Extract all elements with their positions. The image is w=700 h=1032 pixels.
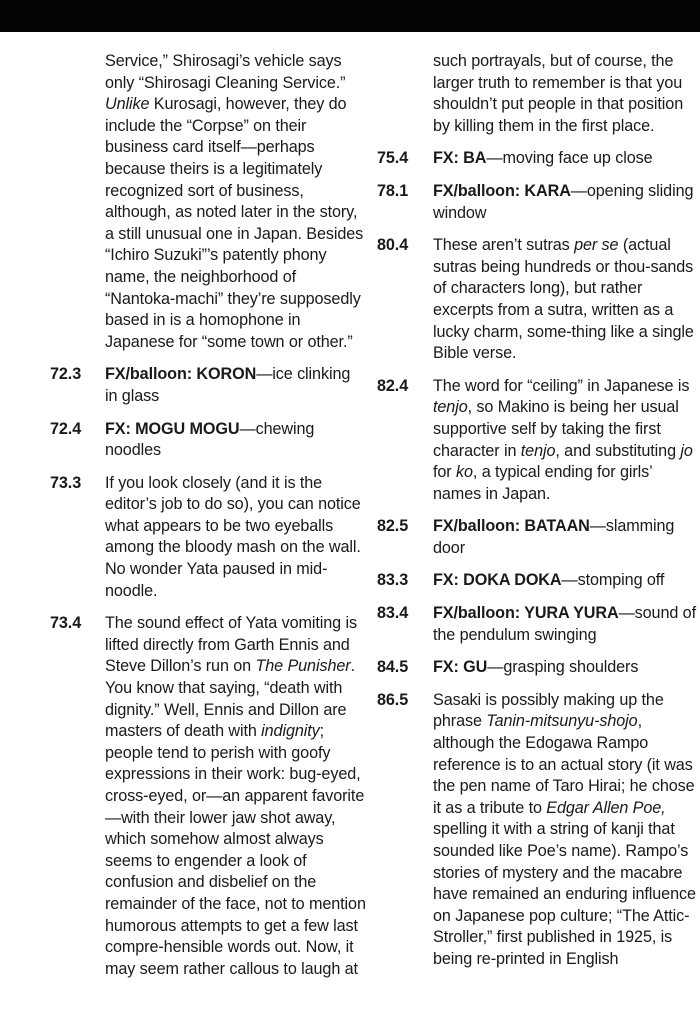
left-continuation-text [105,51,370,353]
sound-effect-description: —chewing noodles [105,419,315,460]
italic-text: jo [680,441,693,460]
italic-text: indignity [261,722,320,741]
text-run: , and substituting [555,441,681,460]
text-run: The sound effect of Yata vomiting is lifted directly from Garth Ennis and Steve Dillon’s run on [105,614,357,676]
sound-effect-label: FX/balloon: KORON [105,365,257,384]
note-entry [365,516,700,559]
text-run: These aren’t sutras [433,236,575,255]
italic-text: Unlike [105,95,150,114]
note-body [105,419,370,462]
italic-text: per se [574,236,619,255]
italic-text: Tanin-mitsunyu-shojo [486,712,638,731]
sound-effect-label: FX/balloon: YURA YURA [433,604,619,623]
italic-text: Edgar Allen Poe, [546,798,666,817]
note-entry [365,690,700,971]
note-entry [0,473,370,603]
text-run: If you look closely (and it is the editor’s job to do so), you can notice what appears to be two eyeballs among the bloody mash on the wall. No wonder Yata paused in mid-noodle. [105,473,361,600]
note-entry [0,364,370,407]
note-entry [365,181,700,224]
page-panel-number: 73.3 [50,473,82,492]
text-run: , although the Edogawa Rampo reference is to an actual story (it was the pen name of Taro Hirai; he chose it as a tribute to [433,712,695,817]
text-run: Sasaki is possibly making up the phrase [433,690,664,731]
note-entry [365,235,700,365]
page-panel-number: 83.4 [377,604,409,623]
right-column [365,51,700,971]
sound-effect-label: FX/balloon: BATAAN [433,517,590,536]
note-body [105,613,370,980]
left-notes [0,364,370,980]
text-run: for [433,463,456,482]
text-run: , so Makino is being her usual supportive self by taking the first character in [433,398,679,460]
note-body [433,235,700,365]
page-panel-number: 82.5 [377,517,409,536]
sound-effect-description: —grasping shoulders [487,658,639,677]
italic-text: ko [456,463,473,482]
note-body [433,376,700,506]
sound-effect-description: —stomping off [561,571,665,590]
page-panel-number: 72.3 [50,365,82,384]
note-entry [365,376,700,506]
sound-effect-label: FX: MOGU MOGU [105,419,240,438]
left-column [0,51,370,980]
note-body [433,570,700,592]
note-body [433,181,700,224]
right-notes [365,148,700,970]
text-run: , a typical ending for girls’ names in Japan. [433,463,653,503]
scan-top-border [0,0,700,32]
italic-text: tenjo [520,441,556,460]
text-run: spelling it with a string of kanji that sounded like Poe’s name). Rampo’s stories of mystery and the macabre have remained an enduring influence on Japanese pop culture; “The Attic-Stroller,” first published in 1925, is being re-printed in English [433,820,696,968]
text-run: (actual sutras being hundreds or thou-sands of characters long), but rather excerpts from a sutra, written as a lucky charm, some-thing like a single Bible verse. [433,236,694,363]
italic-text: The Punisher [255,657,351,676]
page-panel-number: 80.4 [377,236,409,255]
note-body [105,473,370,603]
note-body [433,148,700,170]
page-panel-number: 82.4 [377,376,409,395]
text-run: such portrayals, but of course, the larger truth to remember is that you shouldn’t put people in that position by killing them in the first place. [433,52,684,135]
text-run: The word for “ceiling” in Japanese is [433,376,690,395]
note-body [433,657,700,679]
page-panel-number: 86.5 [377,690,409,709]
note-entry [365,570,700,592]
sound-effect-label: FX: BA [433,149,487,168]
text-run: Service,” Shirosagi’s vehicle says only “Shirosagi Cleaning Service.” [105,52,346,92]
sound-effect-description: —slamming door [433,517,675,557]
sound-effect-description: —moving face up close [486,149,653,168]
right-continuation-text [433,51,700,137]
note-entry [0,613,370,980]
sound-effect-description: —opening sliding window [433,181,694,222]
note-body [105,364,370,407]
sound-effect-description: —sound of the pendulum swinging [433,604,696,644]
sound-effect-description: —ice clinking in glass [105,365,351,405]
page-panel-number: 78.1 [377,181,409,200]
sound-effect-label: FX/balloon: KARA [433,181,571,200]
page-panel-number: 75.4 [377,149,409,168]
note-body [433,516,700,559]
italic-text: tenjo [433,398,468,417]
text-run: . You know that saying, “death with dignity.” Well, Ennis and Dillon are masters of death with [105,657,355,741]
page-panel-number: 84.5 [377,658,409,677]
page-panel-number: 73.4 [50,614,82,633]
text-run: Kurosagi, however, they do include the “Corpse” on their business card itself—perhaps because theirs is a legitimately recognized sort of business, although, as noted later in the story, a still unusual one in Japan. Besides “Ichiro Suzuki”’s patently phony name, the neighborhood of “Nantoka-machi” they’re supposedly based in is a homophone in Japanese for “some town or other.” [105,95,364,351]
sound-effect-label: FX: GU [433,658,488,677]
page-panel-number: 72.4 [50,419,82,438]
note-entry [365,148,700,170]
note-entry [0,419,370,462]
note-body [433,690,700,971]
text-run: ; people tend to perish with goofy expressions in their work: bug-eyed, cross-eyed, or—an apparent favorite—with their lower jaw shot away, which somehow almost always seems to engender a look of confusion and disbelief on the remainder of the face, not to mention humorous attempts to get a few last compre-hensible words out. Now, it may seem rather callous to laugh at [105,722,366,978]
note-body [433,603,700,646]
note-entry [365,657,700,679]
sound-effect-label: FX: DOKA DOKA [433,571,562,590]
note-entry [365,603,700,646]
page-panel-number: 83.3 [377,571,409,590]
